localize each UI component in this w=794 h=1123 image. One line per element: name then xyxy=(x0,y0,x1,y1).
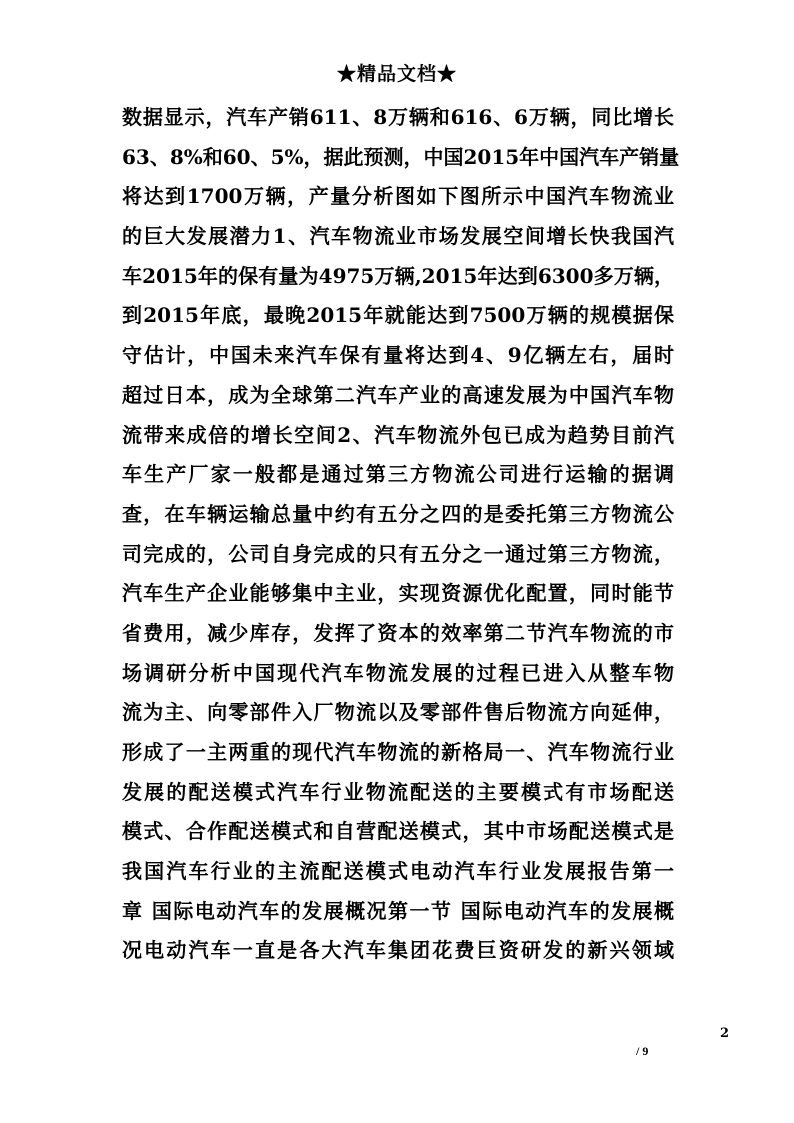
body-line: 模式、合作配送模式和自营配送模式，其中市场配送模式是 xyxy=(122,819,674,844)
document-body xyxy=(122,98,680,971)
body-line: 到2015年底，最晚2015年就能达到7500万辆的规模据保 xyxy=(122,303,674,328)
body-line: 流带来成倍的增长空间2、汽车物流外包已成为趋势目前汽 xyxy=(122,422,674,447)
body-line: 司完成的，公司自身完成的只有五分之一通过第三方物流， xyxy=(122,541,674,566)
body-line: 守估计，中国未来汽车保有量将达到4、9亿辆左右，届时 xyxy=(122,343,674,368)
document-header-title: ★精品文档★ xyxy=(336,63,457,85)
page-number: 2 xyxy=(720,1026,730,1041)
body-line: 流为主、向零部件入厂物流以及零部件售后物流方向延伸， xyxy=(122,700,674,725)
body-line: 超过日本，成为全球第二汽车产业的高速发展为中国汽车物 xyxy=(122,382,674,407)
body-line: 63、8%和60、5%，据此预测，中国2015年中国汽车产销量 xyxy=(122,144,680,169)
body-line: 车2015年的保有量为4975万辆,2015年达到6300多万辆， xyxy=(122,263,674,288)
body-line: 形成了一主两重的现代汽车物流的新格局一、汽车物流行业 xyxy=(122,740,674,764)
body-line: 查，在车辆运输总量中约有五分之四的是委托第三方物流公 xyxy=(122,501,674,526)
body-line: 我国汽车行业的主流配送模式电动汽车行业发展报告第一 xyxy=(122,859,674,884)
page-total: / 9 xyxy=(636,1044,649,1058)
body-line: 将达到1700万辆，产量分析图如下图所示中国汽车物流业 xyxy=(122,184,674,209)
body-line: 车生产厂家一般都是通过第三方物流公司进行运输的据调 xyxy=(122,462,674,487)
body-line: 章 国际电动汽车的发展概况第一节 国际电动汽车的发展概 xyxy=(122,898,674,923)
body-line: 的巨大发展潜力1、汽车物流业市场发展空间增长快我国汽 xyxy=(122,224,674,249)
body-line: 汽车生产企业能够集中主业，实现资源优化配置，同时能节 xyxy=(122,581,674,606)
body-line: 省费用，减少库存，发挥了资本的效率第二节汽车物流的市 xyxy=(122,620,674,645)
body-line: 发展的配送模式汽车行业物流配送的主要模式有市场配送 xyxy=(122,779,674,804)
body-line: 场调研分析中国现代汽车物流发展的过程已进入从整车物 xyxy=(122,660,674,685)
body-line: 数据显示，汽车产销611、8万辆和616、6万辆，同比增长 xyxy=(122,105,674,129)
body-line: 况电动汽车一直是各大汽车集团花费巨资研发的新兴领域 xyxy=(122,938,674,963)
